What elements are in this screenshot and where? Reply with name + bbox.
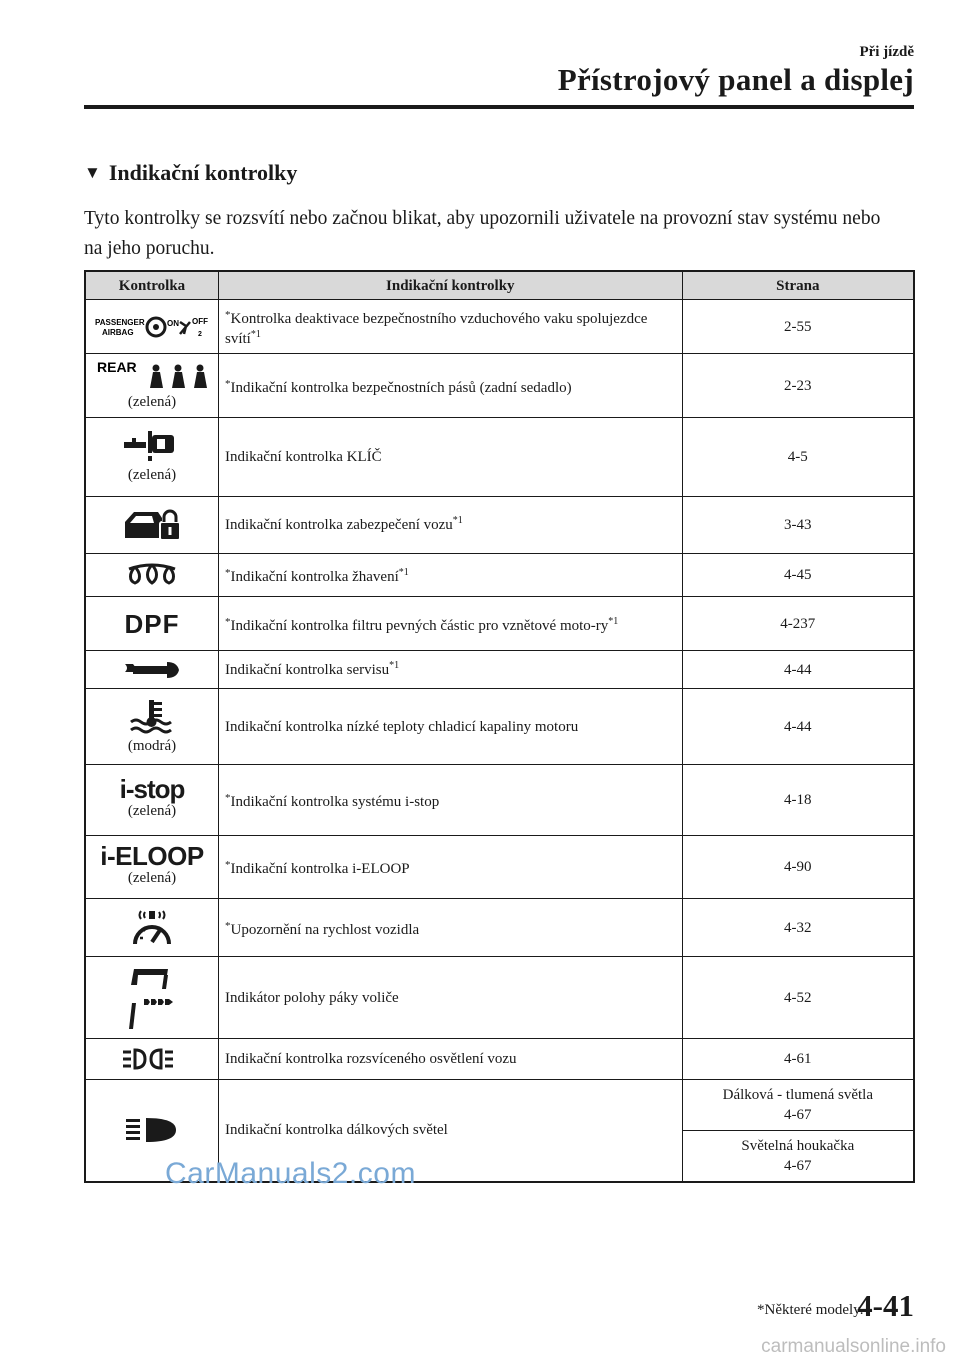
- icon-text: DPF: [124, 608, 180, 639]
- page-cell: 4-61: [682, 1039, 914, 1080]
- column-header-indikacni: Indikační kontrolky: [218, 271, 682, 300]
- shift-position-icon: [92, 965, 212, 1031]
- i-eloop-icon: [92, 841, 212, 888]
- table-header-row: [85, 271, 914, 300]
- car-lock-icon: [92, 508, 212, 542]
- icon-cell: [85, 497, 218, 554]
- icon-cell: [85, 836, 218, 899]
- icon-cell: [85, 597, 218, 651]
- icon-cell: [85, 418, 218, 497]
- header-section-label: Při jízdě: [859, 44, 914, 60]
- page-number-ref: 4-67: [784, 1157, 812, 1174]
- icon-cell: [85, 689, 218, 765]
- page-cell: 4-32: [682, 899, 914, 957]
- page-title: Přístrojový panel a displej: [557, 62, 914, 97]
- speed-warning-icon: [92, 908, 212, 948]
- intro-paragraph: Tyto kontrolky se rozsvítí nebo začnou blikat, aby upozornili uživatele na provozní stav systému nebo na jeho poruchu.: [84, 208, 881, 259]
- page-cell: 2-55: [682, 300, 914, 354]
- page-cell: 4-237: [682, 597, 914, 651]
- icon-text: i-ELOOP: [100, 841, 204, 871]
- icon-text: ON: [166, 318, 179, 328]
- icon-text: AIRBAG: [101, 327, 134, 337]
- table-row: [85, 497, 914, 554]
- table-row: [85, 300, 914, 354]
- glow-plug-icon: [92, 563, 212, 587]
- table-row: [85, 899, 914, 957]
- table-row: [85, 651, 914, 689]
- page-cell: 4-44: [682, 689, 914, 765]
- rear-seatbelt-icon: [92, 360, 212, 412]
- icon-text: REAR: [96, 359, 137, 375]
- description-cell: *Indikační kontrolka i-ELOOP: [218, 836, 682, 899]
- icon-cell: [85, 354, 218, 418]
- icon-cell: [85, 651, 218, 689]
- description-cell: Indikační kontrolka dálkových světel: [218, 1080, 682, 1182]
- color-label: (zelená): [127, 467, 177, 483]
- section-heading-text: Indikační kontrolky: [108, 160, 298, 185]
- table-row: [85, 554, 914, 597]
- description-cell: Indikační kontrolka nízké teploty chladicí kapaliny motoru: [218, 689, 682, 765]
- header-rule: [84, 105, 914, 109]
- lights-on-icon: [92, 1047, 212, 1071]
- bottom-watermark: carmanualsonline.info: [761, 1336, 946, 1357]
- table-row: [85, 836, 914, 899]
- i-stop-icon: [92, 774, 212, 821]
- icon-cell: [85, 300, 218, 354]
- page-cell: 2-23: [682, 354, 914, 418]
- description-cell: *Indikační kontrolka systému i-stop: [218, 765, 682, 836]
- page-number: 4-41: [857, 1288, 914, 1323]
- triangle-down-icon: ▼: [84, 163, 101, 182]
- description-cell: Indikační kontrolka KLÍČ: [218, 418, 682, 497]
- coolant-temperature-icon: [92, 698, 212, 756]
- icon-text: OFF: [191, 316, 208, 326]
- color-label: (zelená): [127, 803, 177, 819]
- page-cell: 4-52: [682, 957, 914, 1039]
- page-cell: 4-44: [682, 651, 914, 689]
- indicator-table: [84, 270, 915, 1183]
- page-cell: 4-45: [682, 554, 914, 597]
- page-cell: 4-18: [682, 765, 914, 836]
- footnote: *Některé modely.: [757, 1302, 864, 1318]
- table-row: [85, 1080, 914, 1131]
- page-sublabel: Dálková - tlumená světla: [722, 1087, 873, 1103]
- description-cell: Indikátor polohy páky voliče: [218, 957, 682, 1039]
- wrench-icon: [92, 660, 212, 680]
- icon-cell: [85, 554, 218, 597]
- page-sublabel: Světelná houkačka: [741, 1137, 855, 1154]
- description-cell: Indikační kontrolka servisu$^{*1}$: [218, 651, 682, 689]
- key-icon: [92, 429, 212, 485]
- table-row: [85, 1039, 914, 1080]
- column-header-kontrolka: Kontrolka: [85, 271, 218, 300]
- icon-text: i-stop: [119, 774, 185, 804]
- high-beam-icon: [92, 1116, 212, 1144]
- dpf-icon: [92, 608, 212, 639]
- page-cell: [682, 1131, 914, 1182]
- page-cell: 4-5: [682, 418, 914, 497]
- page-cell: 4-90: [682, 836, 914, 899]
- table-row: [85, 354, 914, 418]
- description-cell: *Indikační kontrolka filtru pevných částic pro vznětové moto-$ry^{*1}$: [218, 597, 682, 651]
- description-cell: Indikační kontrolka zabezpečení vozu$^{*1}$: [218, 497, 682, 554]
- table-row: [85, 765, 914, 836]
- page-cell: 3-43: [682, 497, 914, 554]
- color-label: (modrá): [127, 737, 177, 754]
- table-row: [85, 689, 914, 765]
- icon-cell: [85, 1039, 218, 1080]
- icon-cell: [85, 957, 218, 1039]
- icon-text: PASSENGER: [94, 317, 145, 327]
- table-row: [85, 418, 914, 497]
- svg-text:2: 2: [197, 330, 202, 338]
- page-cell: [682, 1080, 914, 1131]
- section-heading: [84, 160, 297, 186]
- passenger-airbag-off-icon: [92, 314, 212, 340]
- column-header-strana: Strana: [682, 271, 914, 300]
- table-row: [85, 957, 914, 1039]
- color-label: (zelená): [127, 393, 177, 410]
- watermark-logo: CarManuals2.com: [165, 1157, 416, 1190]
- description-cell: Indikační kontrolka rozsvíceného osvětlení vozu: [218, 1039, 682, 1080]
- description-cell: *Indikační kontrolka žhavení$^{*1}$: [218, 554, 682, 597]
- description-cell: *Upozornění na rychlost vozidla: [218, 899, 682, 957]
- page-number-ref: 4-67: [784, 1107, 812, 1123]
- icon-cell: [85, 765, 218, 836]
- table-row: [85, 597, 914, 651]
- icon-cell: [85, 899, 218, 957]
- description-cell: *Indikační kontrolka bezpečnostních pásů (zadní sedadlo): [218, 354, 682, 418]
- description-cell: *Kontrolka deaktivace bezpečnostního vzduchového vaku spolujezdce svítí$^{*1}$: [218, 300, 682, 354]
- color-label: (zelená): [127, 870, 177, 886]
